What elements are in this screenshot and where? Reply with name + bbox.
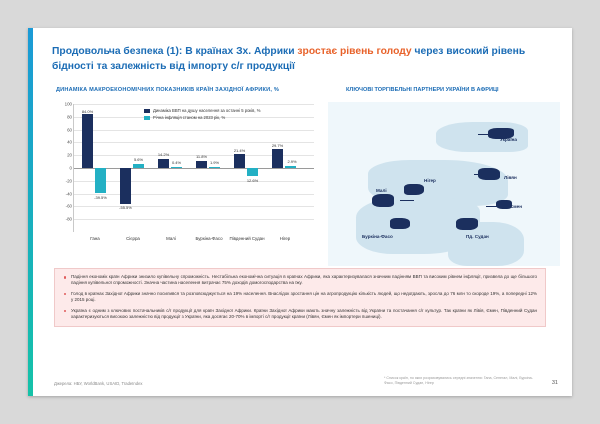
legend-label-gdp: Динаміка ВВП на душу населення за останні 5 років, % xyxy=(153,108,261,113)
bar-inflation xyxy=(285,166,296,168)
category-label: Південний Судан xyxy=(229,236,265,241)
title-part-1: Продовольча безпека (1): В країнах Зх. Африки xyxy=(52,46,298,57)
map-country-burkina-faso xyxy=(390,218,410,229)
y-tick: 20 xyxy=(67,152,72,158)
bar-value: 2.9% xyxy=(287,159,297,164)
bar-gdp xyxy=(82,114,93,168)
key-findings-box xyxy=(54,268,546,327)
bar-group xyxy=(192,104,226,241)
bar-value: 21.4% xyxy=(233,148,246,153)
y-tick: 60 xyxy=(67,127,72,133)
y-tick: 40 xyxy=(67,139,72,145)
category-label: Гана xyxy=(90,236,100,241)
bar-value: -39.5% xyxy=(94,195,107,200)
map-label-niger: Нігер xyxy=(424,178,436,183)
bar-value: -55.5% xyxy=(119,205,132,210)
title-part-2: через високий рівень бідності та залежність від імпорту с/г продукції xyxy=(52,46,526,72)
bar-value: 14.2% xyxy=(157,152,170,157)
y-tick: -20 xyxy=(65,178,72,184)
slide xyxy=(28,28,572,396)
map-label-south-sudan: Пд. Судан xyxy=(466,234,489,239)
y-tick: -60 xyxy=(65,203,72,209)
bar-gdp xyxy=(234,154,245,168)
y-tick: 80 xyxy=(67,114,72,120)
map-label-ukraine: Україна xyxy=(500,137,517,142)
category-label: Буркіна-Фасо xyxy=(195,236,223,241)
bar-inflation xyxy=(247,168,258,176)
map-label-mali: Малі xyxy=(376,188,387,193)
category-label: Нігер xyxy=(279,236,291,241)
bar-chart xyxy=(54,101,316,264)
y-tick: 0 xyxy=(69,165,72,171)
bar-group xyxy=(268,104,302,241)
map-label-libya: Лівян xyxy=(504,175,517,180)
bar-group xyxy=(154,104,188,241)
y-tick: -40 xyxy=(65,191,72,197)
bar-group xyxy=(78,104,112,241)
page-title xyxy=(52,44,548,74)
map-country-niger xyxy=(404,184,424,195)
legend-label-inflation: Річна інфляція станом на 2023 рік, % xyxy=(153,115,226,120)
bar-inflation xyxy=(133,164,144,168)
bullet-item: Голод в країнах Західної Африки значно посилився та розповсюджується на 19% населення. Внаслідок зростання цін на агропродукцію кількість людей, що недоїдають, зросла до 76 млн то скороде 19%, а попередні 12% у 2015 році. xyxy=(63,291,537,304)
map-label-burkina-faso: Буркіна-Фасо xyxy=(362,234,393,239)
bar-value: 0.4% xyxy=(171,160,182,165)
page-number: 31 xyxy=(551,380,558,386)
slide-accent-bar xyxy=(28,28,33,396)
bar-value: 11.8% xyxy=(195,154,208,159)
y-tick: 100 xyxy=(64,101,72,107)
map-label-yemen: Ємен xyxy=(510,204,522,209)
y-axis-labels xyxy=(54,101,72,232)
bar-value: 5.6% xyxy=(133,157,144,162)
bar-group xyxy=(229,104,265,241)
bar-value: 84.0% xyxy=(81,109,94,114)
bar-value: 12.6% xyxy=(246,178,259,183)
chart-title: ДИНАМІКА МАКРОЕКОНОМІЧНИХ ПОКАЗНИКІВ КРАЇН ЗАХІДНОЇ АФРИКИ, % xyxy=(56,87,280,93)
bar-value: 1.9% xyxy=(209,160,220,165)
bar-inflation xyxy=(95,168,106,193)
bullet-item: Падіння економік країн Африки знизило купівельну спроможність. Нестабільна економічна ситуація в країнах Африки, яка характеризувалася значним падінням ВВП та високим рівнем інфляції, призвела до ще більшого падіння купівельної спроможності. Значна частина населення витрачає 75% доходів домогосподарства на їжу. xyxy=(63,274,537,287)
bar-gdp xyxy=(158,159,169,168)
category-label: Сієрра xyxy=(126,236,140,241)
map-country-south-sudan xyxy=(456,218,478,230)
map-title: КЛЮЧОВІ ТОРГІВЕЛЬНІ ПАРТНЕРИ УКРАЇНИ В АФРИЦІ xyxy=(346,87,499,93)
bar-gdp xyxy=(120,168,131,204)
y-tick: -80 xyxy=(65,216,72,222)
bullet-item: Україна є одним з ключових постачальників с/г продукції для країн Західної Африки. Країни Західної Африки мають значну залежність від України та постачання с/г культур. Так країни як Лівія, Ємен, Південний Судан характеризуються високою залежністю від продукції з України, яка досягає 20-70% в імпорті с/г продукції країни (Лівян, Ємен як імпортери пшениці). xyxy=(63,308,537,321)
category-label: Малі xyxy=(166,236,176,241)
source-note: Джерела: НБУ, WorldBank, USAID, TradeIndex xyxy=(54,381,143,386)
title-accent: зростає рівень голоду xyxy=(297,46,412,57)
plot-area xyxy=(73,104,314,241)
bar-gdp xyxy=(196,161,207,169)
map-country-mali xyxy=(372,194,394,207)
africa-map xyxy=(328,102,560,266)
bar-gdp xyxy=(272,149,283,168)
bar-inflation xyxy=(209,167,220,169)
bar-inflation xyxy=(171,167,182,168)
footnote: * Список країн, по яких розраховувались середні значення: Гана, Сенегал, Малі, Буркіна-Фасо, Південний Судан, Нігер xyxy=(384,376,533,385)
bar-group xyxy=(116,104,150,241)
bar-value: 29.7% xyxy=(271,143,284,148)
